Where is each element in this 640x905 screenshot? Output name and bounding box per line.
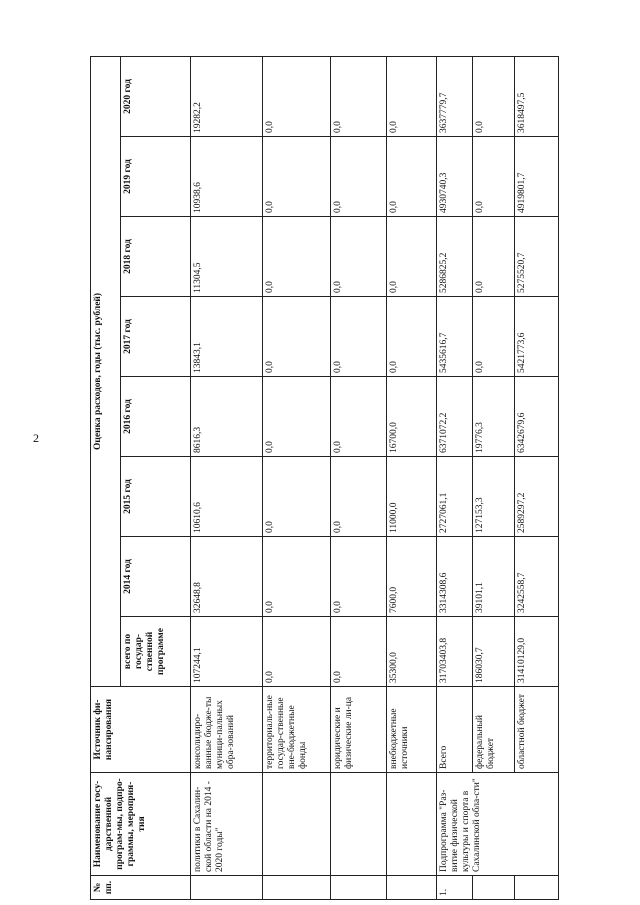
- cell-source: консолидиро-ванные бюдже-ты муници-пальных обра-зований: [191, 687, 263, 773]
- header-year: 2017 год: [121, 297, 191, 377]
- cell-value: 6371072,2: [437, 377, 473, 457]
- cell-value: 5275520,7: [515, 217, 559, 297]
- cell-value: 0,0: [331, 217, 387, 297]
- cell-value: 0,0: [331, 457, 387, 537]
- cell-num: [473, 876, 515, 900]
- header-year: 2015 год: [121, 457, 191, 537]
- header-group: Оценка расходов, годы (тыс. рублей): [91, 56, 121, 686]
- cell-value: 0,0: [263, 137, 331, 217]
- cell-source: территориаль-ные государ-ственные вне-бюджетные фонды: [263, 687, 331, 773]
- cell-total: 35300,0: [387, 617, 437, 687]
- cell-name: [263, 773, 331, 876]
- cell-num: [387, 876, 437, 900]
- cell-value: 0,0: [263, 56, 331, 136]
- table-row: [263, 56, 331, 899]
- cell-value: 10938,6: [191, 137, 263, 217]
- cell-value: 5286825,2: [437, 217, 473, 297]
- cell-value: 0,0: [263, 537, 331, 617]
- cell-value: 0,0: [331, 137, 387, 217]
- cell-value: 11304,5: [191, 217, 263, 297]
- cell-total: 186030,7: [473, 617, 515, 687]
- cell-value: 3242558,7: [515, 537, 559, 617]
- cell-value: 5421773,6: [515, 297, 559, 377]
- cell-value: 0,0: [263, 457, 331, 537]
- header-year: 2018 год: [121, 217, 191, 297]
- cell-num: [331, 876, 387, 900]
- cell-value: 39101,1: [473, 537, 515, 617]
- page-number: 2: [33, 431, 39, 445]
- cell-source: внебюджетные источники: [387, 687, 437, 773]
- header-year: 2020 год: [121, 56, 191, 136]
- cell-value: 0,0: [331, 537, 387, 617]
- header-total: всего по государ-ственной программе: [121, 617, 191, 687]
- cell-value: 11000,0: [387, 457, 437, 537]
- cell-value: 0,0: [473, 217, 515, 297]
- cell-num: [263, 876, 331, 900]
- header-year: 2016 год: [121, 377, 191, 457]
- cell-value: 0,0: [387, 217, 437, 297]
- header-year: 2019 год: [121, 137, 191, 217]
- cell-value: 19282,2: [191, 56, 263, 136]
- cell-value: 16700,0: [387, 377, 437, 457]
- cell-value: 10610,6: [191, 457, 263, 537]
- cell-value: 0,0: [331, 377, 387, 457]
- cell-value: 19776,3: [473, 377, 515, 457]
- cell-value: 0,0: [473, 297, 515, 377]
- cell-total: 31703403,8: [437, 617, 473, 687]
- cell-value: 7600,0: [387, 537, 437, 617]
- cell-num: 1.: [437, 876, 473, 900]
- cell-value: 4930740,3: [437, 137, 473, 217]
- header-year: 2014 год: [121, 537, 191, 617]
- header-name: Наименование госу-дарственной програм-мы, подпро-граммы, мероприя-тия: [91, 773, 191, 876]
- table-row: [387, 56, 437, 899]
- cell-value: 32648,8: [191, 537, 263, 617]
- header-num: № пп.: [91, 876, 191, 900]
- cell-value: 3314308,6: [437, 537, 473, 617]
- cell-value: 0,0: [263, 377, 331, 457]
- cell-value: 8616,3: [191, 377, 263, 457]
- cell-value: 13843,1: [191, 297, 263, 377]
- cell-source: юридические и физические ли-ца: [331, 687, 387, 773]
- cell-num: [191, 876, 263, 900]
- cell-value: 3637779,7: [437, 56, 473, 136]
- rotated-table-wrapper: [90, 57, 527, 900]
- cell-value: 0,0: [331, 297, 387, 377]
- cell-value: 4919801,7: [515, 137, 559, 217]
- cell-value: 3618497,5: [515, 56, 559, 136]
- cell-value: 0,0: [263, 217, 331, 297]
- cell-name: Подпрограмма "Раз-витие физической культуры и спорта в Сахалинской обла-сти": [437, 773, 559, 876]
- cell-total: 0,0: [331, 617, 387, 687]
- cell-value: 0,0: [387, 56, 437, 136]
- cell-value: 0,0: [331, 56, 387, 136]
- cell-value: 0,0: [473, 137, 515, 217]
- table-row: [331, 56, 387, 899]
- expenditure-table: [90, 56, 559, 900]
- header-source: Источник фи-нансирования: [91, 687, 191, 773]
- cell-num: [515, 876, 559, 900]
- cell-value: 2727061,1: [437, 457, 473, 537]
- cell-value: 0,0: [263, 297, 331, 377]
- cell-value: 6342679,6: [515, 377, 559, 457]
- cell-source: Всего: [437, 687, 473, 773]
- cell-value: 0,0: [387, 297, 437, 377]
- table-row: [437, 56, 473, 899]
- cell-name: [387, 773, 437, 876]
- cell-total: 31410129,0: [515, 617, 559, 687]
- cell-name: [331, 773, 387, 876]
- cell-total: 107244,1: [191, 617, 263, 687]
- cell-name: политики в Сахалин-ской области на 2014 - 2020 годы": [191, 773, 263, 876]
- cell-value: 127153,3: [473, 457, 515, 537]
- table-row: [191, 56, 263, 899]
- cell-source: областной бюджет: [515, 687, 559, 773]
- cell-source: федеральный бюджет: [473, 687, 515, 773]
- cell-total: 0,0: [263, 617, 331, 687]
- cell-value: 0,0: [387, 137, 437, 217]
- cell-value: 0,0: [473, 56, 515, 136]
- cell-value: 2589297,2: [515, 457, 559, 537]
- cell-value: 5435616,7: [437, 297, 473, 377]
